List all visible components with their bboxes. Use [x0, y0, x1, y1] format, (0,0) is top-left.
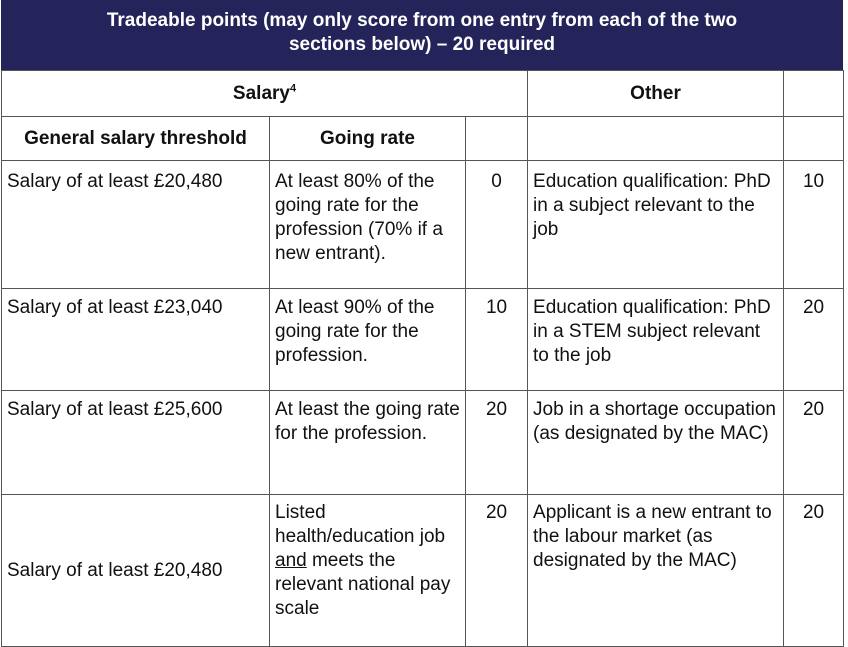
going-rate-text-start: Listed health/education job	[275, 502, 446, 547]
other-blank-header	[528, 117, 784, 161]
going-rate-cell: At least 80% of the going rate for the profession (70% if a new entrant).	[270, 161, 466, 289]
table-row	[2, 391, 844, 495]
other-section-header: Other	[528, 71, 784, 117]
table-row	[2, 161, 844, 289]
column-header-row	[2, 117, 844, 161]
salary-points-cell: 10	[466, 289, 528, 391]
going-rate-cell: At least 90% of the going rate for the profession.	[270, 289, 466, 391]
salary-points-cell: 20	[466, 391, 528, 495]
salary-header-label: Salary	[232, 82, 290, 104]
salary-points-cell: 0	[466, 161, 528, 289]
other-points-header	[784, 71, 844, 117]
other-criterion-cell: Education qualification: PhD in a STEM subject relevant to the job	[528, 289, 784, 391]
banner-line-2: sections below) – 20 required	[288, 34, 556, 55]
points-table	[1, 70, 844, 647]
section-header-row	[2, 71, 844, 117]
other-points-blank-header	[784, 117, 844, 161]
table-row	[2, 495, 844, 647]
table-row	[2, 289, 844, 391]
salary-points-header	[466, 117, 528, 161]
salary-footnote-marker: 4	[289, 82, 297, 95]
threshold-cell: Salary of at least £23,040	[2, 289, 270, 391]
banner-line-1: Tradeable points (may only score from one entry from each of the two	[106, 10, 738, 31]
other-criterion-cell: Education qualification: PhD in a subject relevant to the job	[528, 161, 784, 289]
other-points-cell: 10	[784, 161, 844, 289]
going-rate-cell: At least the going rate for the profession.	[270, 391, 466, 495]
other-criterion-cell: Applicant is a new entrant to the labour market (as designated by the MAC)	[528, 495, 784, 647]
salary-section-header	[2, 71, 528, 117]
salary-points-cell: 20	[466, 495, 528, 647]
general-threshold-header: General salary threshold	[2, 117, 270, 161]
table-banner	[1, 0, 843, 70]
threshold-cell: Salary of at least £25,600	[2, 391, 270, 495]
going-rate-underlined-word: and	[275, 550, 307, 571]
going-rate-text-end: meets the relevant national pay scale	[275, 550, 451, 619]
other-criterion-cell: Job in a shortage occupation (as designated by the MAC)	[528, 391, 784, 495]
going-rate-header: Going rate	[270, 117, 466, 161]
other-points-cell: 20	[784, 495, 844, 647]
threshold-cell: Salary of at least £20,480	[2, 495, 270, 647]
threshold-cell: Salary of at least £20,480	[2, 161, 270, 289]
other-points-cell: 20	[784, 391, 844, 495]
other-points-cell: 20	[784, 289, 844, 391]
going-rate-cell	[270, 495, 466, 647]
